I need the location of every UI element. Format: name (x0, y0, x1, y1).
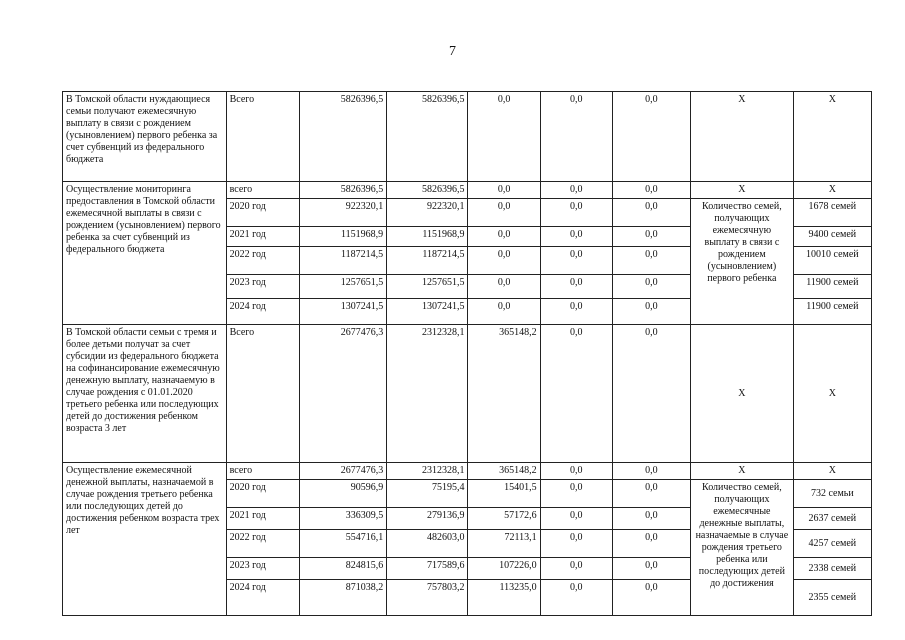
municipal-cell: 0,0 (540, 580, 612, 616)
total-cell: 336309,5 (299, 508, 386, 530)
other-cell: 0,0 (612, 508, 690, 530)
total-cell: 824815,6 (299, 558, 386, 580)
federal-cell: 1187214,5 (387, 247, 468, 275)
value-cell: 2355 семей (793, 580, 871, 616)
year-cell: 2022 год (226, 530, 299, 558)
total-cell: 1151968,9 (299, 227, 386, 247)
municipal-cell: 0,0 (540, 227, 612, 247)
table-row (63, 182, 872, 199)
table-row (63, 463, 872, 480)
value-cell: 11900 семей (793, 275, 871, 299)
year-cell: 2022 год (226, 247, 299, 275)
year-cell: 2021 год (226, 508, 299, 530)
other-cell: 0,0 (612, 480, 690, 508)
federal-cell: 717589,6 (387, 558, 468, 580)
year-cell: Всего (226, 325, 299, 463)
federal-cell: 1151968,9 (387, 227, 468, 247)
total-cell: 2677476,3 (299, 325, 386, 463)
value-cell: Х (793, 182, 871, 199)
regional-cell: 0,0 (468, 275, 540, 299)
year-cell: всего (226, 182, 299, 199)
other-cell: 0,0 (612, 227, 690, 247)
row-label: Осуществление мониторинга предоставления в Томской области ежемесячной выплаты в связи с рождением (усыновлением) первого ребенка за счет субвенций из федерального бюджета (63, 182, 227, 325)
other-cell: 0,0 (612, 92, 690, 182)
federal-cell: 757803,2 (387, 580, 468, 616)
regional-cell: 0,0 (468, 299, 540, 325)
total-cell: 90596,9 (299, 480, 386, 508)
indicator-cell: Х (691, 325, 794, 463)
value-cell: Х (793, 92, 871, 182)
year-cell: 2024 год (226, 580, 299, 616)
value-cell: 10010 семей (793, 247, 871, 275)
program-table (62, 91, 872, 616)
value-cell: 1678 семей (793, 199, 871, 227)
total-cell: 5826396,5 (299, 182, 386, 199)
indicator-cell: Количество семей, получающих ежемесячные денежные выплаты, назначаемые в случае рождения третьего ребенка или последующих детей до достижения (691, 480, 794, 616)
value-cell: 4257 семей (793, 530, 871, 558)
total-cell: 2677476,3 (299, 463, 386, 480)
other-cell: 0,0 (612, 558, 690, 580)
row-label: В Томской области нуждающиеся семьи получают ежемесячную выплату в связи с рождением (усыновлением) первого ребенка за счет субвенций из федерального бюджета (63, 92, 227, 182)
regional-cell: 57172,6 (468, 508, 540, 530)
row-label: Осуществление ежемесячной денежной выплаты, назначаемой в случае рождения третьего ребенка или последующих детей до достижения ребенком возраста трех лет (63, 463, 227, 616)
total-cell: 554716,1 (299, 530, 386, 558)
municipal-cell: 0,0 (540, 199, 612, 227)
indicator-cell: Х (691, 463, 794, 480)
indicator-cell: Количество семей, получающих ежемесячную выплату в связи с рождением (усыновлением) первого ребенка (691, 199, 794, 325)
federal-cell: 2312328,1 (387, 325, 468, 463)
year-cell: 2024 год (226, 299, 299, 325)
municipal-cell: 0,0 (540, 299, 612, 325)
municipal-cell: 0,0 (540, 247, 612, 275)
federal-cell: 1257651,5 (387, 275, 468, 299)
other-cell: 0,0 (612, 247, 690, 275)
regional-cell: 72113,1 (468, 530, 540, 558)
value-cell: 2637 семей (793, 508, 871, 530)
regional-cell: 113235,0 (468, 580, 540, 616)
regional-cell: 0,0 (468, 199, 540, 227)
regional-cell: 365148,2 (468, 325, 540, 463)
other-cell: 0,0 (612, 530, 690, 558)
federal-cell: 5826396,5 (387, 182, 468, 199)
regional-cell: 0,0 (468, 182, 540, 199)
value-cell: 732 семьи (793, 480, 871, 508)
year-cell: 2023 год (226, 558, 299, 580)
federal-cell: 2312328,1 (387, 463, 468, 480)
municipal-cell: 0,0 (540, 182, 612, 199)
indicator-cell: Х (691, 92, 794, 182)
year-cell: 2023 год (226, 275, 299, 299)
municipal-cell: 0,0 (540, 275, 612, 299)
other-cell: 0,0 (612, 325, 690, 463)
other-cell: 0,0 (612, 580, 690, 616)
federal-cell: 75195,4 (387, 480, 468, 508)
regional-cell: 365148,2 (468, 463, 540, 480)
year-cell: 2020 год (226, 199, 299, 227)
federal-cell: 482603,0 (387, 530, 468, 558)
federal-cell: 279136,9 (387, 508, 468, 530)
total-cell: 1307241,5 (299, 299, 386, 325)
municipal-cell: 0,0 (540, 558, 612, 580)
row-label: В Томской области семьи с тремя и более детьми получат за счет субсидии из федерального бюджета на софинансирование ежемесячную денежную выплату, назначаемую в случае рождения с 01.01.2020 третьего ребенка или последующих детей до достижения ребенком возраста 3 лет (63, 325, 227, 463)
year-cell: 2020 год (226, 480, 299, 508)
other-cell: 0,0 (612, 182, 690, 199)
regional-cell: 15401,5 (468, 480, 540, 508)
other-cell: 0,0 (612, 275, 690, 299)
total-cell: 1257651,5 (299, 275, 386, 299)
federal-cell: 922320,1 (387, 199, 468, 227)
regional-cell: 0,0 (468, 227, 540, 247)
page-number: 7 (449, 44, 456, 59)
value-cell: 2338 семей (793, 558, 871, 580)
indicator-cell: Х (691, 182, 794, 199)
municipal-cell: 0,0 (540, 325, 612, 463)
municipal-cell: 0,0 (540, 463, 612, 480)
other-cell: 0,0 (612, 463, 690, 480)
municipal-cell: 0,0 (540, 530, 612, 558)
table-row (63, 325, 872, 463)
total-cell: 1187214,5 (299, 247, 386, 275)
year-cell: всего (226, 463, 299, 480)
table-row (63, 92, 872, 182)
municipal-cell: 0,0 (540, 92, 612, 182)
value-cell: 9400 семей (793, 227, 871, 247)
federal-cell: 1307241,5 (387, 299, 468, 325)
total-cell: 922320,1 (299, 199, 386, 227)
value-cell: 11900 семей (793, 299, 871, 325)
other-cell: 0,0 (612, 199, 690, 227)
regional-cell: 0,0 (468, 92, 540, 182)
municipal-cell: 0,0 (540, 480, 612, 508)
federal-cell: 5826396,5 (387, 92, 468, 182)
year-cell: Всего (226, 92, 299, 182)
value-cell: Х (793, 325, 871, 463)
total-cell: 5826396,5 (299, 92, 386, 182)
municipal-cell: 0,0 (540, 508, 612, 530)
total-cell: 871038,2 (299, 580, 386, 616)
value-cell: Х (793, 463, 871, 480)
regional-cell: 107226,0 (468, 558, 540, 580)
other-cell: 0,0 (612, 299, 690, 325)
regional-cell: 0,0 (468, 247, 540, 275)
year-cell: 2021 год (226, 227, 299, 247)
